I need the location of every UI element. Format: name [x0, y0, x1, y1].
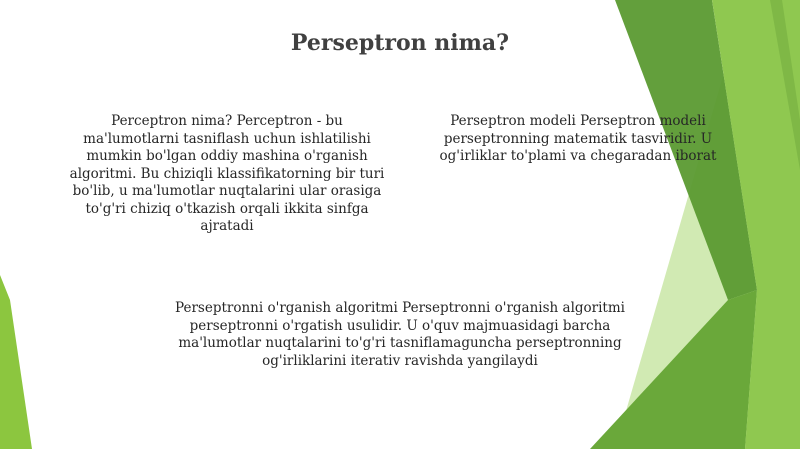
- learning-algorithm-text: Perseptronni o'rganish algoritmi Perseptronni o'rganish algoritmi perseptronni o'rgatish usulidir. U o'quv majmuasidagi barcha ma'lumotlar nuqtalarini to'g'ri tasniflamaguncha perseptronning og'irliklarini iterativ ravishda yangilaydi: [175, 300, 625, 369]
- slide-title: Perseptron nima?: [290, 30, 510, 56]
- perceptron-model-text: Perseptron modeli Perseptron modeli perseptronning matematik tasviridir. U og'irliklar to'plami va chegaradan iborat: [439, 113, 717, 164]
- left-edge-shape: [0, 275, 32, 449]
- perceptron-definition-text: Perceptron nima? Perceptron - bu ma'lumotlarni tasniflash uchun ishlatilishi mumkin bo'lgan oddiy mashina o'rganish algoritmi. Bu chiziqli klassifikatorning bir turi bo'lib, u ma'lumotlar nuqtalarini ular orasiga to'g'ri chiziq o'tkazish orqali ikkita sinfga ajratadi: [69, 113, 385, 234]
